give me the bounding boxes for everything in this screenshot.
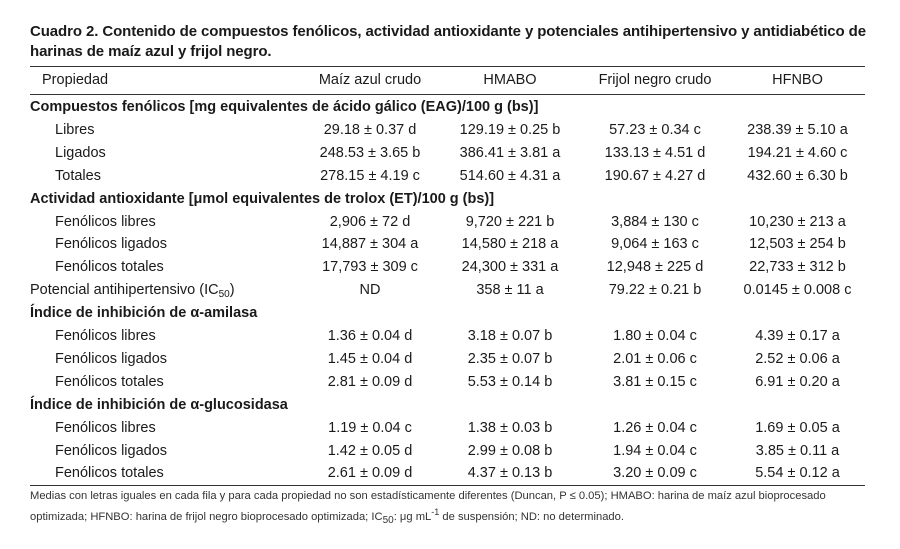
table-row <box>30 142 865 165</box>
section-header-row <box>30 302 865 325</box>
footnote-text-end: de suspensión; ND: no determinado. <box>439 511 624 523</box>
table-cell: 133.13 ± 4.51 d <box>604 144 706 161</box>
table-cell: 14,887 ± 304 a <box>321 236 419 253</box>
table-cell: 57.23 ± 0.34 c <box>609 121 701 138</box>
table-cell: 3.85 ± 0.11 a <box>755 442 840 459</box>
table-cell: 1.80 ± 0.04 c <box>613 328 697 344</box>
footnote-text: Medias con letras iguales en cada fila y para cada propiedad no son estadísticamente diferentes (Duncan, P ≤ 0.05); HMABO: harina de maíz azul bioprocesado optimizada; HFNBO: harina de frijol negro bioprocesado optimizada; IC <box>30 490 826 523</box>
table-row <box>30 371 865 394</box>
table-cell: 1.94 ± 0.04 c <box>613 442 697 459</box>
header-rule <box>30 94 865 95</box>
footnote-text-units: : μg mL <box>393 511 432 523</box>
table-cell: 79.22 ± 0.21 b <box>608 282 702 299</box>
table-cell: 1.19 ± 0.04 c <box>328 419 412 436</box>
table-cell: 386.41 ± 3.81 a <box>459 144 561 161</box>
row-label-close: ) <box>229 282 235 299</box>
table-cell: 3.18 ± 0.07 b <box>467 328 553 344</box>
table-cell: 248.53 ± 3.65 b <box>319 144 421 161</box>
row-label-subscript: 50 <box>218 289 230 301</box>
table-cell: 9,720 ± 221 b <box>465 213 555 230</box>
table-cell: 2.99 ± 0.08 b <box>467 442 553 459</box>
table-cell: 129.19 ± 0.25 b <box>459 121 561 138</box>
table-cell: 12,503 ± 254 b <box>749 236 846 253</box>
row-label: Fenólicos ligados <box>55 236 168 253</box>
table-cell: 10,230 ± 213 a <box>749 213 846 230</box>
table-row <box>30 211 865 234</box>
table-row <box>30 462 865 485</box>
table-row <box>30 417 865 440</box>
table-cell: 2.52 ± 0.06 a <box>755 350 840 367</box>
table-cell: 14,580 ± 218 a <box>461 236 559 253</box>
header-hmabo: HMABO <box>483 72 537 88</box>
table-cell: 4.37 ± 0.13 b <box>467 465 553 482</box>
table-row <box>30 256 865 279</box>
section-header-row <box>30 394 865 417</box>
row-label: Fenólicos libres <box>55 213 156 230</box>
table-cell: 9,064 ± 163 c <box>611 236 699 253</box>
table-row <box>30 119 865 142</box>
header-maiz-crudo: Maíz azul crudo <box>318 72 422 88</box>
row-label: Fenólicos libres <box>55 328 156 344</box>
table-cell: 24,300 ± 331 a <box>461 259 559 276</box>
table-cell: 1.69 ± 0.05 a <box>755 419 840 436</box>
table-row <box>30 348 865 371</box>
table-cell: 358 ± 11 a <box>476 282 544 299</box>
row-label: Fenólicos ligados <box>55 442 168 459</box>
table-cell: 3.81 ± 0.15 c <box>613 373 697 390</box>
table-row <box>30 165 865 188</box>
footnote-sup: -1 <box>431 507 440 517</box>
footnote-sub: 50 <box>382 515 394 526</box>
table-caption: Cuadro 2. Contenido de compuestos fenólicos, actividad antioxidante y potenciales antihipertensivo y antidiabético de harinas de maíz azul y frijol negro. <box>30 23 866 60</box>
table-cell: 3.20 ± 0.09 c <box>613 465 697 482</box>
table-cell: 190.67 ± 4.27 d <box>604 167 706 184</box>
table-cell: 1.42 ± 0.05 d <box>327 442 413 459</box>
header-frijol-crudo: Frijol negro crudo <box>598 72 712 88</box>
table-cell: 2.61 ± 0.09 d <box>327 465 413 482</box>
table-row <box>30 279 865 302</box>
row-label: Totales <box>55 167 101 184</box>
table-cell: 12,948 ± 225 d <box>606 259 704 276</box>
row-label: Libres <box>55 121 95 138</box>
table-cell: 2.35 ± 0.07 b <box>467 350 553 367</box>
table-cell: 238.39 ± 5.10 a <box>747 121 848 138</box>
row-label: Fenólicos ligados <box>55 350 168 367</box>
header-row <box>30 69 865 92</box>
section-title: Compuestos fenólicos [mg equivalentes de ácido gálico (EAG)/100 g (bs)] <box>30 99 539 115</box>
table-cell: 1.45 ± 0.04 d <box>327 350 413 367</box>
row-label: Fenólicos totales <box>55 259 164 276</box>
row-label-text: Potencial antihipertensivo (IC <box>30 282 219 299</box>
table-cell: 514.60 ± 4.31 a <box>459 167 561 184</box>
table-cell: 3,884 ± 130 c <box>611 213 699 230</box>
table-cell: 1.26 ± 0.04 c <box>613 419 697 436</box>
table-cell: 1.38 ± 0.03 b <box>467 419 553 436</box>
section-title: Índice de inhibición de α-amilasa <box>30 305 258 322</box>
table-row <box>30 325 865 348</box>
bottom-rule <box>30 485 865 486</box>
table-cell: 6.91 ± 0.20 a <box>755 373 840 390</box>
top-rule <box>30 66 865 67</box>
table-cell: 22,733 ± 312 b <box>749 259 846 276</box>
table-cell: 2,906 ± 72 d <box>329 213 411 230</box>
header-propiedad: Propiedad <box>42 72 109 88</box>
table-cell: 0.0145 ± 0.008 c <box>743 282 852 299</box>
table-cell: 432.60 ± 6.30 b <box>747 167 848 184</box>
table-cell: 29.18 ± 0.37 d <box>323 121 417 138</box>
table-cell: 2.01 ± 0.06 c <box>613 350 697 367</box>
table-cell: 278.15 ± 4.19 c <box>320 167 420 184</box>
table-cell: 4.39 ± 0.17 a <box>755 328 840 344</box>
table-cell: 17,793 ± 309 c <box>322 259 418 276</box>
row-label: Fenólicos totales <box>55 373 164 390</box>
section-title: Actividad antioxidante [μmol equivalentes de trolox (ET)/100 g (bs)] <box>30 190 495 207</box>
row-label: Ligados <box>55 144 106 161</box>
section-header-row <box>30 96 865 119</box>
table-footnote <box>30 488 880 529</box>
table-row <box>30 233 865 256</box>
table-cell: ND <box>359 282 381 299</box>
table-cell: 1.36 ± 0.04 d <box>327 328 413 344</box>
table-cell: 2.81 ± 0.09 d <box>327 373 413 390</box>
table-cell: 5.54 ± 0.12 a <box>755 465 840 482</box>
table-cell: 194.21 ± 4.60 c <box>747 144 848 161</box>
table-cell: 5.53 ± 0.14 b <box>467 373 553 390</box>
header-hfnbo: HFNBO <box>772 72 823 88</box>
section-title: Índice de inhibición de α-glucosidasa <box>30 396 288 413</box>
table-row <box>30 440 865 463</box>
row-label: Fenólicos libres <box>55 419 156 436</box>
row-label: Fenólicos totales <box>55 465 164 482</box>
section-header-row <box>30 188 865 211</box>
